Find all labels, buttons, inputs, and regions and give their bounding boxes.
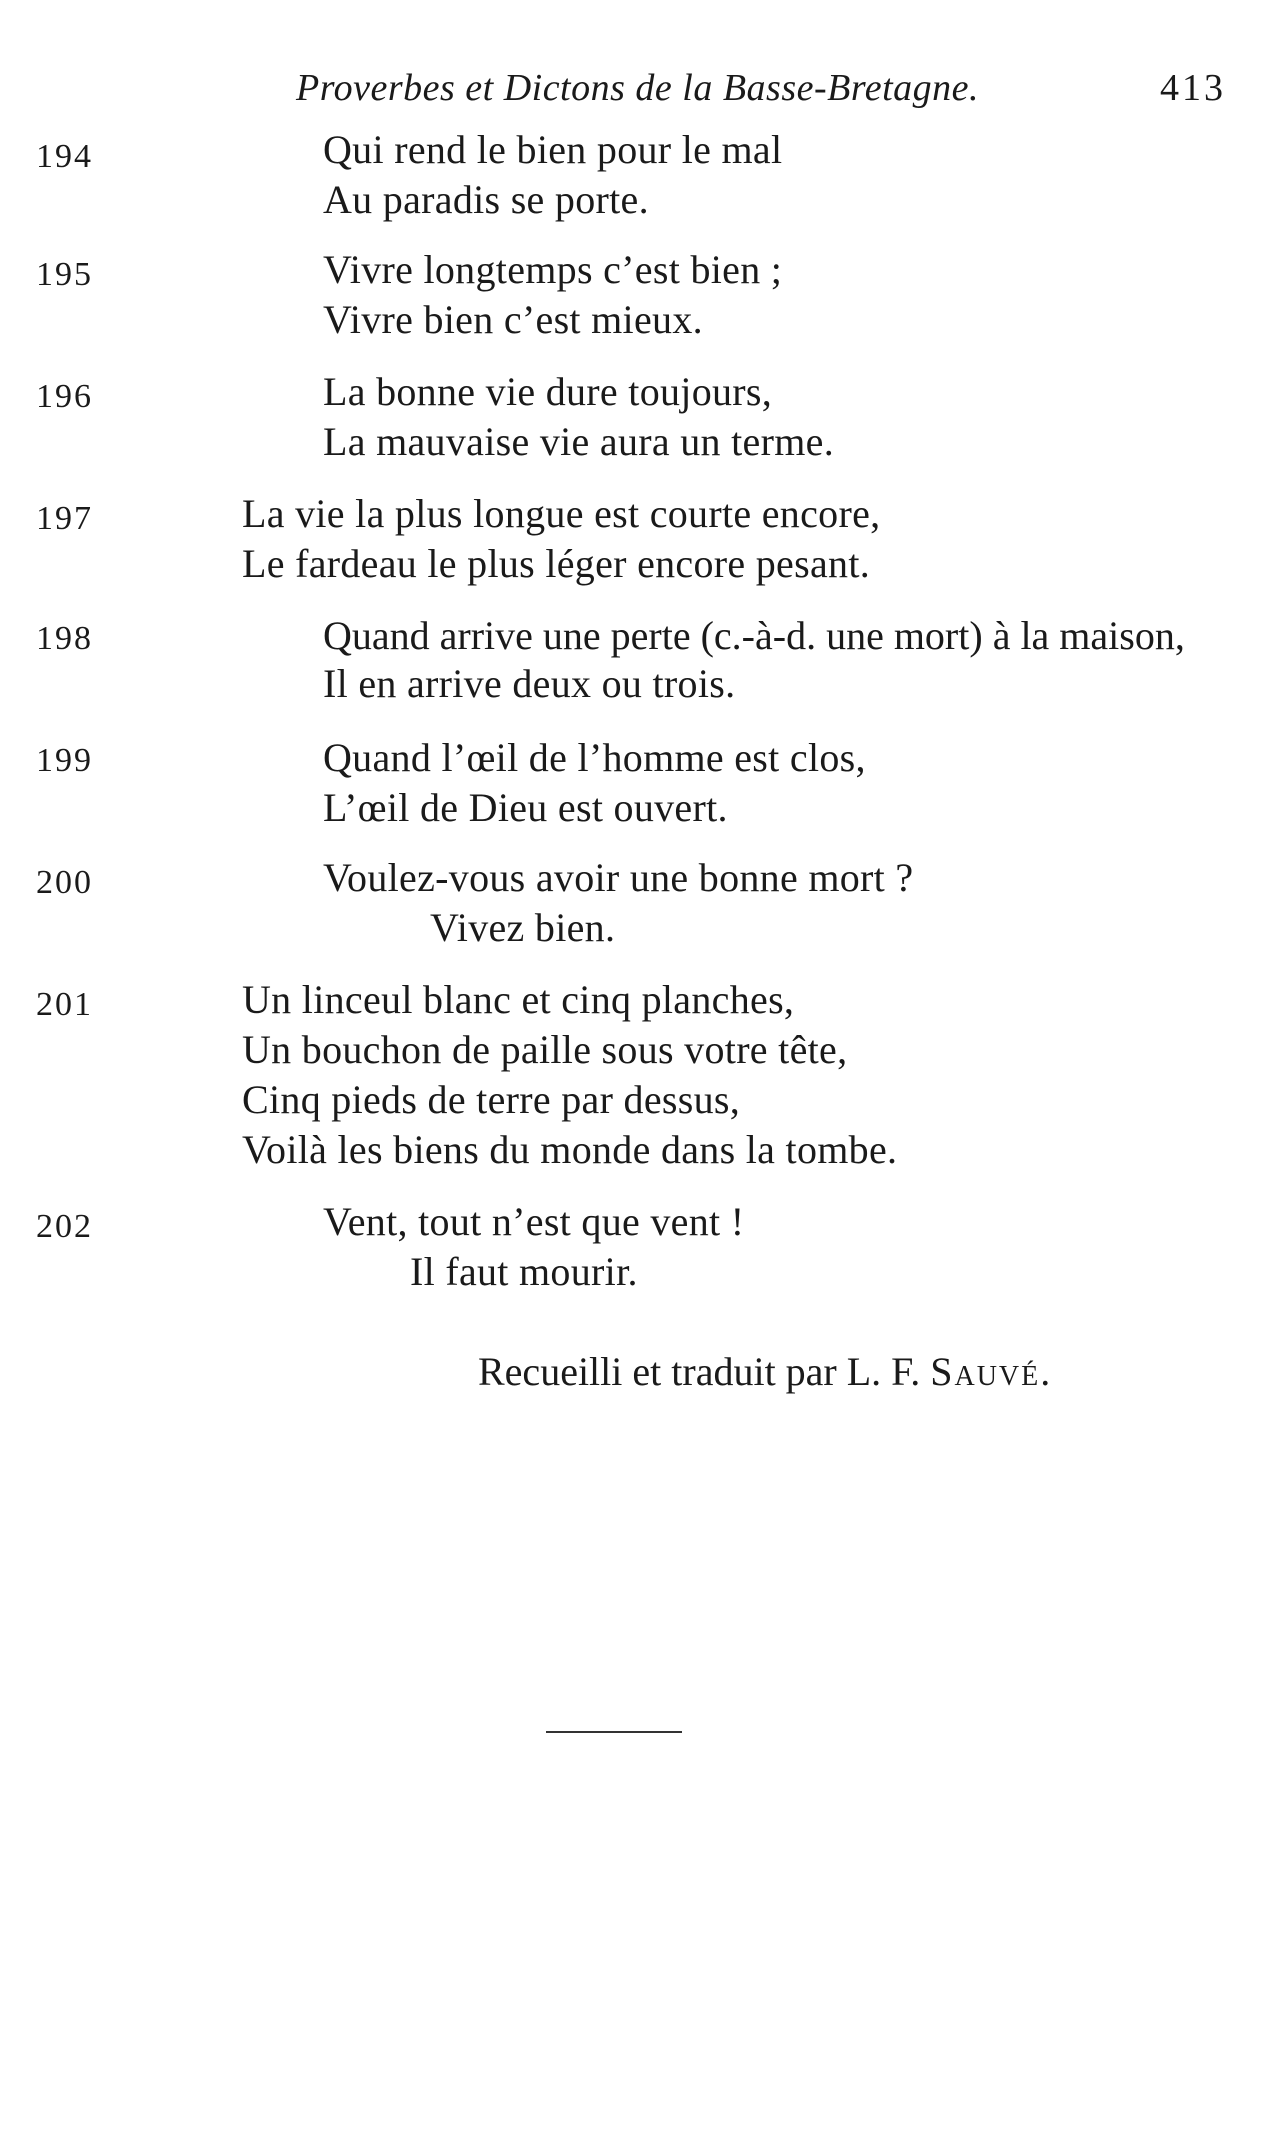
proverb-number: 200	[36, 864, 93, 901]
proverb-line: Cinq pieds de terre par dessus,	[242, 1077, 741, 1122]
proverb-number: 201	[36, 986, 93, 1023]
proverb-line: Il faut mourir.	[410, 1249, 638, 1294]
proverb-line: Un linceul blanc et cinq planches,	[242, 977, 795, 1022]
proverb-number: 195	[36, 256, 93, 293]
proverb-line: La vie la plus longue est courte encore,	[242, 491, 881, 536]
proverb-number: 202	[36, 1208, 93, 1245]
proverb-line: Vivez bien.	[430, 905, 616, 950]
proverb-line: Vent, tout n’est que vent !	[323, 1199, 745, 1244]
proverb-line: L’œil de Dieu est ouvert.	[323, 785, 728, 830]
proverb-number: 196	[36, 378, 93, 415]
proverb-line: La bonne vie dure toujours,	[323, 369, 773, 414]
proverb-number: 197	[36, 500, 93, 537]
proverb-number: 199	[36, 742, 93, 779]
proverb-line: Quand arrive une perte (c.-à-d. une mort) à la maison,	[323, 613, 1185, 658]
proverb-line: La mauvaise vie aura un terme.	[323, 419, 834, 464]
section-divider	[546, 1731, 682, 1733]
proverb-line: Quand l’œil de l’homme est clos,	[323, 735, 866, 780]
page-number: 413	[1160, 67, 1226, 109]
proverb-line: Le fardeau le plus léger encore pesant.	[242, 541, 871, 586]
proverb-line: Au paradis se porte.	[323, 177, 649, 222]
signature	[478, 1348, 1052, 1395]
proverb-line: Qui rend le bien pour le mal	[323, 127, 783, 172]
proverb-number: 198	[36, 620, 93, 657]
proverb-number: 194	[36, 138, 93, 175]
running-header-title: Proverbes et Dictons de la Basse-Bretagne.	[296, 67, 980, 109]
signature-author: Sauvé.	[930, 1349, 1053, 1394]
proverb-line: Vivre longtemps c’est bien ;	[323, 247, 783, 292]
proverb-line: Un bouchon de paille sous votre tête,	[242, 1027, 848, 1072]
proverb-line: Vivre bien c’est mieux.	[323, 297, 703, 342]
signature-prefix: Recueilli et traduit par L. F.	[478, 1349, 921, 1394]
proverb-line: Voulez-vous avoir une bonne mort ?	[323, 855, 914, 900]
proverb-line: Il en arrive deux ou trois.	[323, 661, 736, 706]
proverb-line: Voilà les biens du monde dans la tombe.	[242, 1127, 898, 1172]
